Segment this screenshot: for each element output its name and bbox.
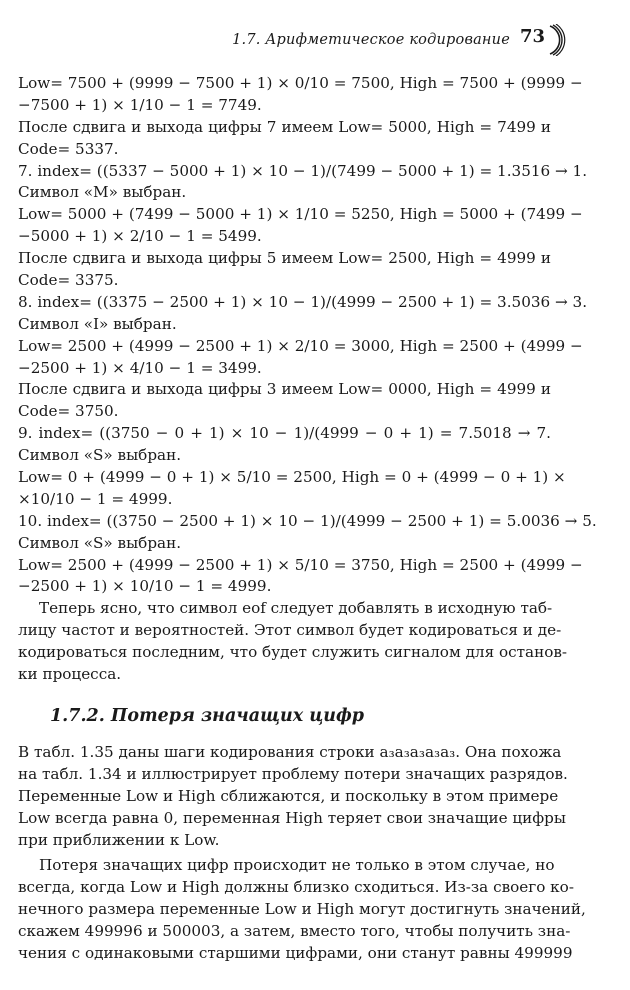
text-line: ки процесса. xyxy=(18,665,122,684)
text-line: Символ «I» выбран. xyxy=(18,314,177,333)
text-line: −7500 + 1) × 1/10 − 1 = 7749. xyxy=(18,95,262,114)
text-line: Теперь ясно, что символ eof следует добавлять в исходную таб- xyxy=(39,599,553,618)
text-line: Code= 5337. xyxy=(18,139,119,158)
text-line: ×10/10 − 1 = 4999. xyxy=(18,489,173,508)
page-body xyxy=(18,73,597,965)
paragraph-precision-loss xyxy=(18,855,586,964)
text-line: при приближении к Low. xyxy=(18,830,220,849)
text-line: −2500 + 1) × 10/10 − 1 = 4999. xyxy=(18,577,272,596)
text-line: Code= 3750. xyxy=(18,402,119,421)
running-title: 1.7. Арифметическое кодирование xyxy=(232,32,510,48)
text-line: После сдвига и выхода цифры 5 имеем Low= 2500, High = 4999 и xyxy=(18,249,551,268)
text-line: Символ «S» выбран. xyxy=(18,446,182,465)
text-line: Low= 2500 + (4999 − 2500 + 1) × 5/10 = 3750, High = 2500 + (4999 − xyxy=(18,555,583,574)
page-header xyxy=(18,24,566,56)
text-line: После сдвига и выхода цифры 7 имеем Low= 5000, High = 7499 и xyxy=(18,117,551,136)
text-line: 7. index= ((5337 − 5000 + 1) × 10 − 1)/(7499 − 5000 + 1) = 1.3516 → 1. xyxy=(18,161,588,180)
text-line: кодироваться последним, что будет служить сигналом для останов- xyxy=(18,643,568,662)
page-number-arc-icon xyxy=(520,24,566,56)
text-line: −2500 + 1) × 4/10 − 1 = 3499. xyxy=(18,358,262,377)
page-number-text: 73 xyxy=(520,26,546,47)
text-line: Символ «S» выбран. xyxy=(18,533,182,552)
text-line: лицу частот и вероятностей. Этот символ будет кодироваться и де- xyxy=(18,621,562,640)
text-line: 8. index= ((3375 − 2500 + 1) × 10 − 1)/(4999 − 2500 + 1) = 3.5036 → 3. xyxy=(18,292,588,311)
text-line: В табл. 1.35 даны шаги кодирования строки a₃a₃a₃a₃a₃. Она похожа xyxy=(18,742,562,761)
text-line: Символ «M» выбран. xyxy=(18,183,187,202)
text-line: После сдвига и выхода цифры 3 имеем Low= 0000, High = 4999 и xyxy=(18,380,551,399)
calculation-block xyxy=(18,73,597,598)
text-line: Code= 3375. xyxy=(18,271,119,290)
text-line: Low всегда равна 0, переменная High теряет свои значащие цифры xyxy=(18,808,566,827)
text-line: −5000 + 1) × 2/10 − 1 = 5499. xyxy=(18,227,262,246)
text-line: Low= 0 + (4999 − 0 + 1) × 5/10 = 2500, High = 0 + (4999 − 0 + 1) × xyxy=(18,468,566,487)
paragraph-eof xyxy=(18,598,568,686)
text-line: Переменные Low и High сближаются, и поскольку в этом примере xyxy=(18,786,559,805)
text-line: чения с одинаковыми старшими цифрами, они станут равны 499999 xyxy=(18,943,573,962)
page-number xyxy=(520,24,566,56)
text-line: Low= 2500 + (4999 − 2500 + 1) × 2/10 = 3000, High = 2500 + (4999 − xyxy=(18,336,583,355)
text-line: Потеря значащих цифр происходит не только в этом случае, но xyxy=(39,856,555,875)
text-line: нечного размера переменные Low и High могут достигнуть значений, xyxy=(18,900,586,919)
paragraph-table-135 xyxy=(18,742,568,851)
text-line: 9. index= ((3750 − 0 + 1) × 10 − 1)/(4999 − 0 + 1) = 7.5018 → 7. xyxy=(18,424,551,443)
text-line: Low= 5000 + (7499 − 5000 + 1) × 1/10 = 5250, High = 5000 + (7499 − xyxy=(18,205,583,224)
text-line: Low= 7500 + (9999 − 7500 + 1) × 0/10 = 7500, High = 7500 + (9999 − xyxy=(18,74,583,92)
section-heading: 1.7.2. Потеря значащих цифр xyxy=(50,705,365,726)
text-line: 10. index= ((3750 − 2500 + 1) × 10 − 1)/(4999 − 2500 + 1) = 5.0036 → 5. xyxy=(18,511,597,530)
text-line: скажем 499996 и 500003, а затем, вместо того, чтобы получить зна- xyxy=(18,922,571,941)
text-line: всегда, когда Low и High должны близко сходиться. Из-за своего ко- xyxy=(18,878,574,897)
text-line: на табл. 1.34 и иллюстрирует проблему потери значащих разрядов. xyxy=(18,764,568,783)
